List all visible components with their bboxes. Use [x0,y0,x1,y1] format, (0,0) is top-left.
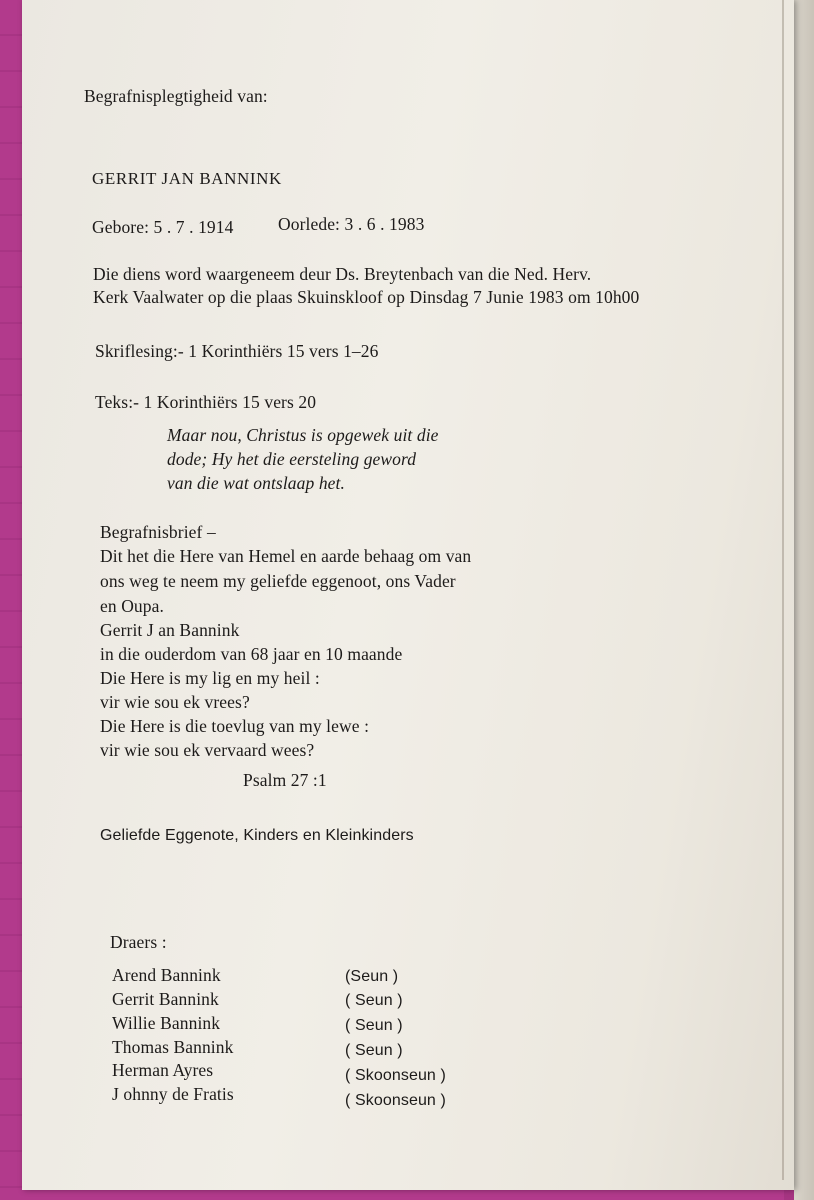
bearer-name: Gerrit Bannink [112,989,219,1009]
death-date: Oorlede: 3 . 6 . 1983 [278,214,425,234]
bearer-relation: ( Seun ) [345,1042,403,1059]
service-line-2: Kerk Vaalwater op die plaas Skuinskloof op Dinsdag 7 Junie 1983 om 10h00 [93,287,640,307]
bearers-heading: Draers : [110,932,167,952]
bearer-name: Herman Ayres [112,1060,214,1080]
verse-line-2: dode; Hy het die eersteling geword [167,449,417,469]
psalm-reference: Psalm 27 :1 [243,770,327,790]
scripture-reading: Skriflesing:- 1 Korinthiërs 15 vers 1–26 [95,341,379,361]
sermon-text-ref: Teks:- 1 Korinthiërs 15 vers 20 [95,392,317,412]
letter-line-9: Die Here is die toevlug van my lewe : [100,716,370,736]
birth-date: Gebore: 5 . 7 . 1914 [92,217,234,237]
letter-line-7: Die Here is my lig en my heil : [100,668,320,688]
letter-line-2: Dit het die Here van Hemel en aarde behaag om van [100,546,472,566]
letter-line-10: vir wie sou ek vervaard wees? [100,740,315,760]
bearer-name: J ohnny de Fratis [112,1084,234,1104]
bearer-relation: ( Seun ) [345,1017,403,1034]
verse-line-3: van die wat ontslaap het. [167,473,345,493]
letter-line-1: Begrafnisbrief – [100,522,216,542]
letter-line-4: en Oupa. [100,596,164,616]
verse-line-1: Maar nou, Christus is opgewek uit die [167,425,439,445]
family-signature: Geliefde Eggenote, Kinders en Kleinkinders [100,827,414,844]
bearer-relation: (Seun ) [345,968,399,985]
paper-back-edge [794,0,814,1200]
letter-line-3: ons weg te neem my geliefde eggenoot, ons Vader [100,571,456,591]
bearer-name: Thomas Bannink [112,1037,234,1057]
deceased-name: GERRIT JAN BANNINK [92,169,282,188]
letter-line-8: vir wie sou ek vrees? [100,692,250,712]
page-fold [782,0,784,1180]
letter-line-5: Gerrit J an Bannink [100,620,240,640]
bearer-relation: ( Skoonseun ) [345,1067,446,1084]
service-line-1: Die diens word waargeneem deur Ds. Breytenbach van die Ned. Herv. [93,264,592,284]
bearer-name: Willie Bannink [112,1013,221,1033]
heading: Begrafnisplegtigheid van: [84,86,268,106]
bearer-name: Arend Bannink [112,965,221,985]
bearer-relation: ( Seun ) [345,992,403,1009]
bearer-relation: ( Skoonseun ) [345,1092,446,1109]
letter-line-6: in die ouderdom van 68 jaar en 10 maande [100,644,403,664]
